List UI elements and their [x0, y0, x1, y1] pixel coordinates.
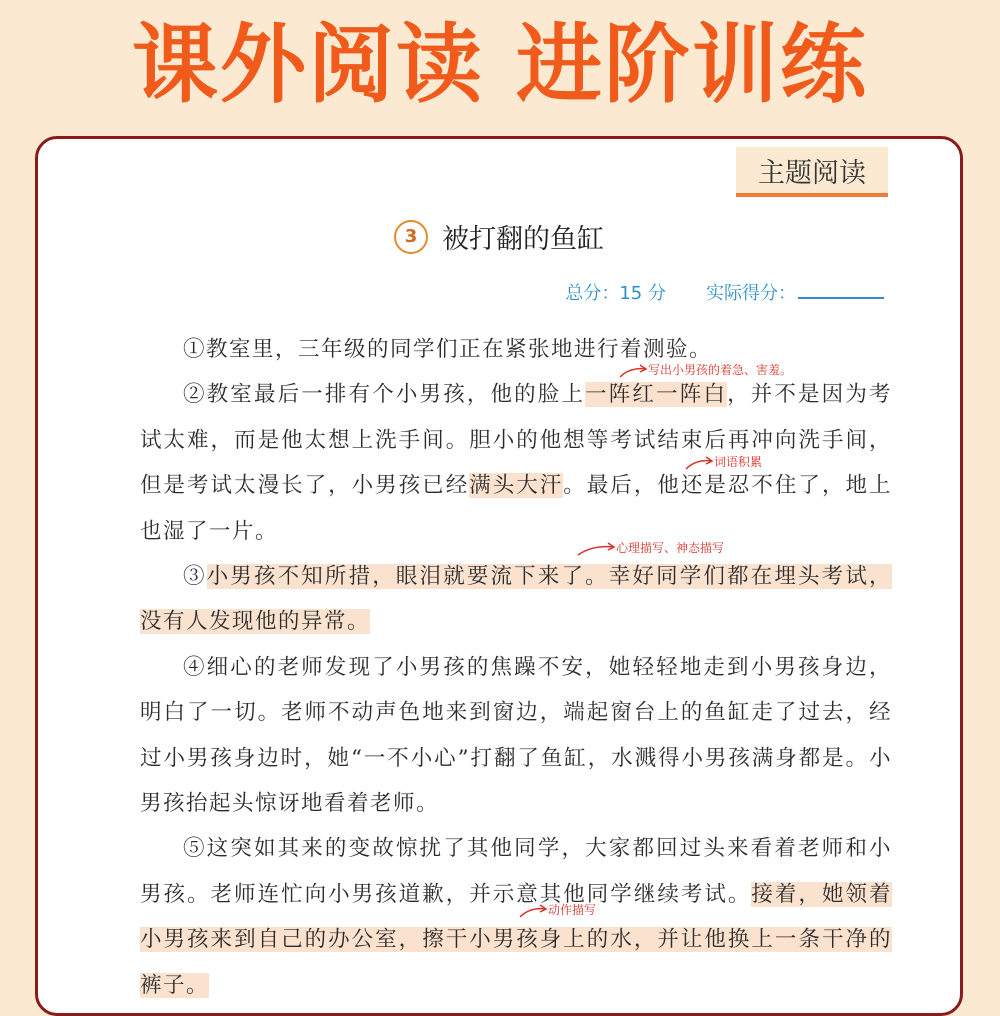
score-actual-label: 实际得分：	[706, 283, 796, 304]
paragraph-3	[140, 554, 892, 645]
paragraph-2-text-a: ②教室最后一排有个小男孩，他的脸上	[183, 382, 586, 408]
banner	[0, 0, 1000, 130]
paragraph-5	[140, 826, 892, 1008]
paragraph-1-text: ①教室里，三年级的同学们正在紧张地进行着测验。	[183, 337, 713, 362]
article-number-badge: 3	[394, 220, 428, 254]
paragraph-2-text-b: ，并不是因为考试太难，而是他太想上洗手间。胆小的他想等考试结束后再冲向洗手间，但是考试太漫长了，小男孩已经	[140, 382, 892, 499]
paragraph-4-text: ④细心的老师发现了小男孩的焦躁不安，她轻轻地走到小男孩身边，明白了一切。老师不动声色地来到窗边，端起窗台上的鱼缸走了过去，经过小男孩身边时，她“一不小心”打翻了鱼缸，水溅得小男孩满身都是。小男孩抬起头惊讶地看着老师。	[140, 654, 892, 817]
section-tag: 主题阅读	[736, 147, 888, 197]
highlight-paragraph-5: 接着，她领着小男孩来到自己的办公室，擦干小男孩身上的水，并让他换上一条干净的裤子。	[140, 881, 892, 998]
highlight-paragraph-3: 小男孩不知所措，眼泪就要流下来了。幸好同学们都在埋头考试，没有人发现他的异常。	[140, 564, 892, 635]
highlight-face-color: 一阵红一阵白	[585, 382, 728, 408]
score-blank-line[interactable]	[798, 279, 884, 299]
paragraph-4	[140, 645, 892, 827]
annotation-arrow-icon	[576, 541, 616, 557]
paragraph-3-number: ③	[183, 564, 207, 590]
annotation-2	[714, 453, 762, 470]
paragraph-5-text: ⑤这突如其来的变故惊扰了其他同学，大家都回过头来看着老师和小男孩。老师连忙向小男孩道歉，并示意其他同学继续考试。	[140, 836, 892, 907]
annotation-3-text: 心理描写、神态描写	[616, 541, 725, 555]
annotation-arrow-icon	[518, 903, 548, 919]
article-title: 被打翻的鱼缸	[442, 224, 604, 255]
score-actual	[706, 279, 884, 305]
highlight-sweat: 满头大汗	[469, 473, 564, 499]
score-line	[565, 279, 884, 305]
annotation-1	[648, 361, 792, 378]
paragraph-2-text-c: 。最后，他还是忍不住了，地上也湿了一片。	[140, 473, 892, 544]
article-header	[38, 217, 960, 256]
reading-card	[35, 136, 963, 1016]
annotation-arrow-icon	[618, 363, 648, 379]
score-total: 总分：15 分	[565, 283, 666, 304]
paragraph-2	[140, 372, 892, 554]
annotation-arrow-icon	[684, 455, 714, 471]
annotation-4	[548, 901, 596, 918]
annotation-2-text: 词语积累	[714, 455, 763, 469]
banner-title: 课外阅读 进阶训练	[132, 15, 868, 115]
article-body	[140, 327, 892, 1008]
annotation-3	[616, 539, 724, 556]
annotation-1-text: 写出小男孩的着急、害羞。	[648, 363, 793, 377]
annotation-4-text: 动作描写	[548, 903, 597, 917]
